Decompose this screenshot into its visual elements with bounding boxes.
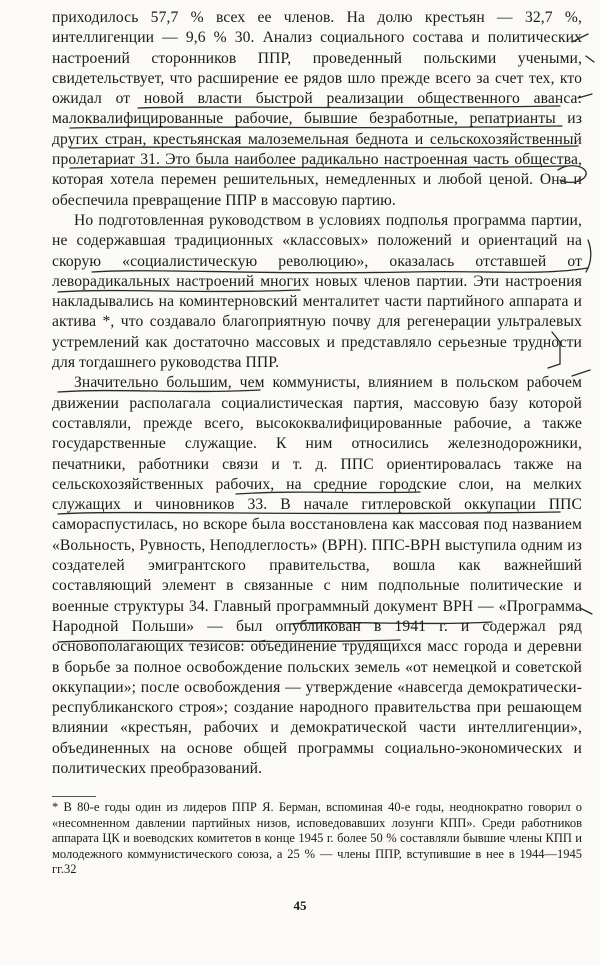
margin-mark	[586, 240, 591, 272]
margin-mark	[586, 56, 594, 62]
paragraph-2: Но подготовленная руководством в условиях подполья программа партии, не содержавшая традиционных «классовых» положений и ориентаций на скорую «социалистическую революцию», оказалась отставшей от леворадикальных настроений многих новых членов партии. Эти настроения накладывались на коминтерновский менталитет части партийного аппарата и актива *, что создавало благоприятную почву для регенерации ультралевых устремлений как достаточно массовых и представляло серьезные трудности для тогдашнего руководства ППР.	[52, 211, 582, 372]
paragraph-1: приходилось 57,7 % всех ее членов. На долю крестьян — 32,7 %, интеллигенции — 9,6 % 30. Анализ социального состава и политических настроений сторонников ППР, проведенный польскими учеными, свидетельствует, что расширение ее рядов шло прежде всего за счет тех, кто ожидал от новой власти быстрой реализации общественного аванса: малоквалифицированные рабочие, бывшие безработные, репатрианты из других стран, крестьянская малоземельная беднота и сельскохозяйственный пролетариат 31. Это была наиболее радикально настроенная часть общества, которая хотела перемен решительных, немедленных и любой ценой. Она и обеспечила превращение ППР в массовую партию.	[52, 9, 582, 209]
footnote-text: * В 80-е годы один из лидеров ППР Я. Берман, вспоминая 40-е годы, неоднократно говорил о «несомненном давлении партийных низов, исповедовавших лозунги КПП». Среди работников аппарата ЦК и воеводских комитетов в конце 1945 г. более 50 % составляли бывшие члены КПП и молодежного коммунистического союза, а 25 % — члены ППР, вступившие в нее в 1944—1945 гг.32	[52, 800, 582, 877]
footnote	[52, 800, 582, 878]
footnote-rule	[52, 796, 96, 797]
paragraph-3: Значительно большим, чем коммунисты, влиянием в польском рабочем движении располагала социалистическая партия, массовую базу которой составляли, прежде всего, высококвалифицированные рабочие, а также государственные служащие. К ним относились железнодорожники, печатники, работники связи и т. д. ППС ориентировалась также на сельскохозяйственных рабочих, на средние городские слои, на мелких служащих и чиновников 33. В начале гитлеровской оккупации ППС самораспустилась, но вскоре была восстановлена как массовая под названием «Вольность, Рувность, Неподлеглость» (ВРН). ППС-ВРН выступила одним из создателей эмигрантского правительства, вошла как важнейший составляющий элемент в связанные с ним подпольные политические и военные структуры 34. Главный программный документ ВРН — «Программа Народной Польши» — был опубликован в 1941 г. и содержал ряд основополагающих тезисов: объединение трудящихся масс города и деревни в борьбе за полное освобождение польских земель «от немецкой и советской оккупации»; после освобождения — утверждение «навсегда демократически-республиканского строя»; создание народного правительства при решающем влиянии «крестьян, рабочих и демократической части интеллигенции», объединенных на основе общей программы социально-экономических и политических преобразований.	[52, 374, 582, 777]
page-number: 45	[293, 898, 307, 913]
main-text	[52, 8, 582, 779]
